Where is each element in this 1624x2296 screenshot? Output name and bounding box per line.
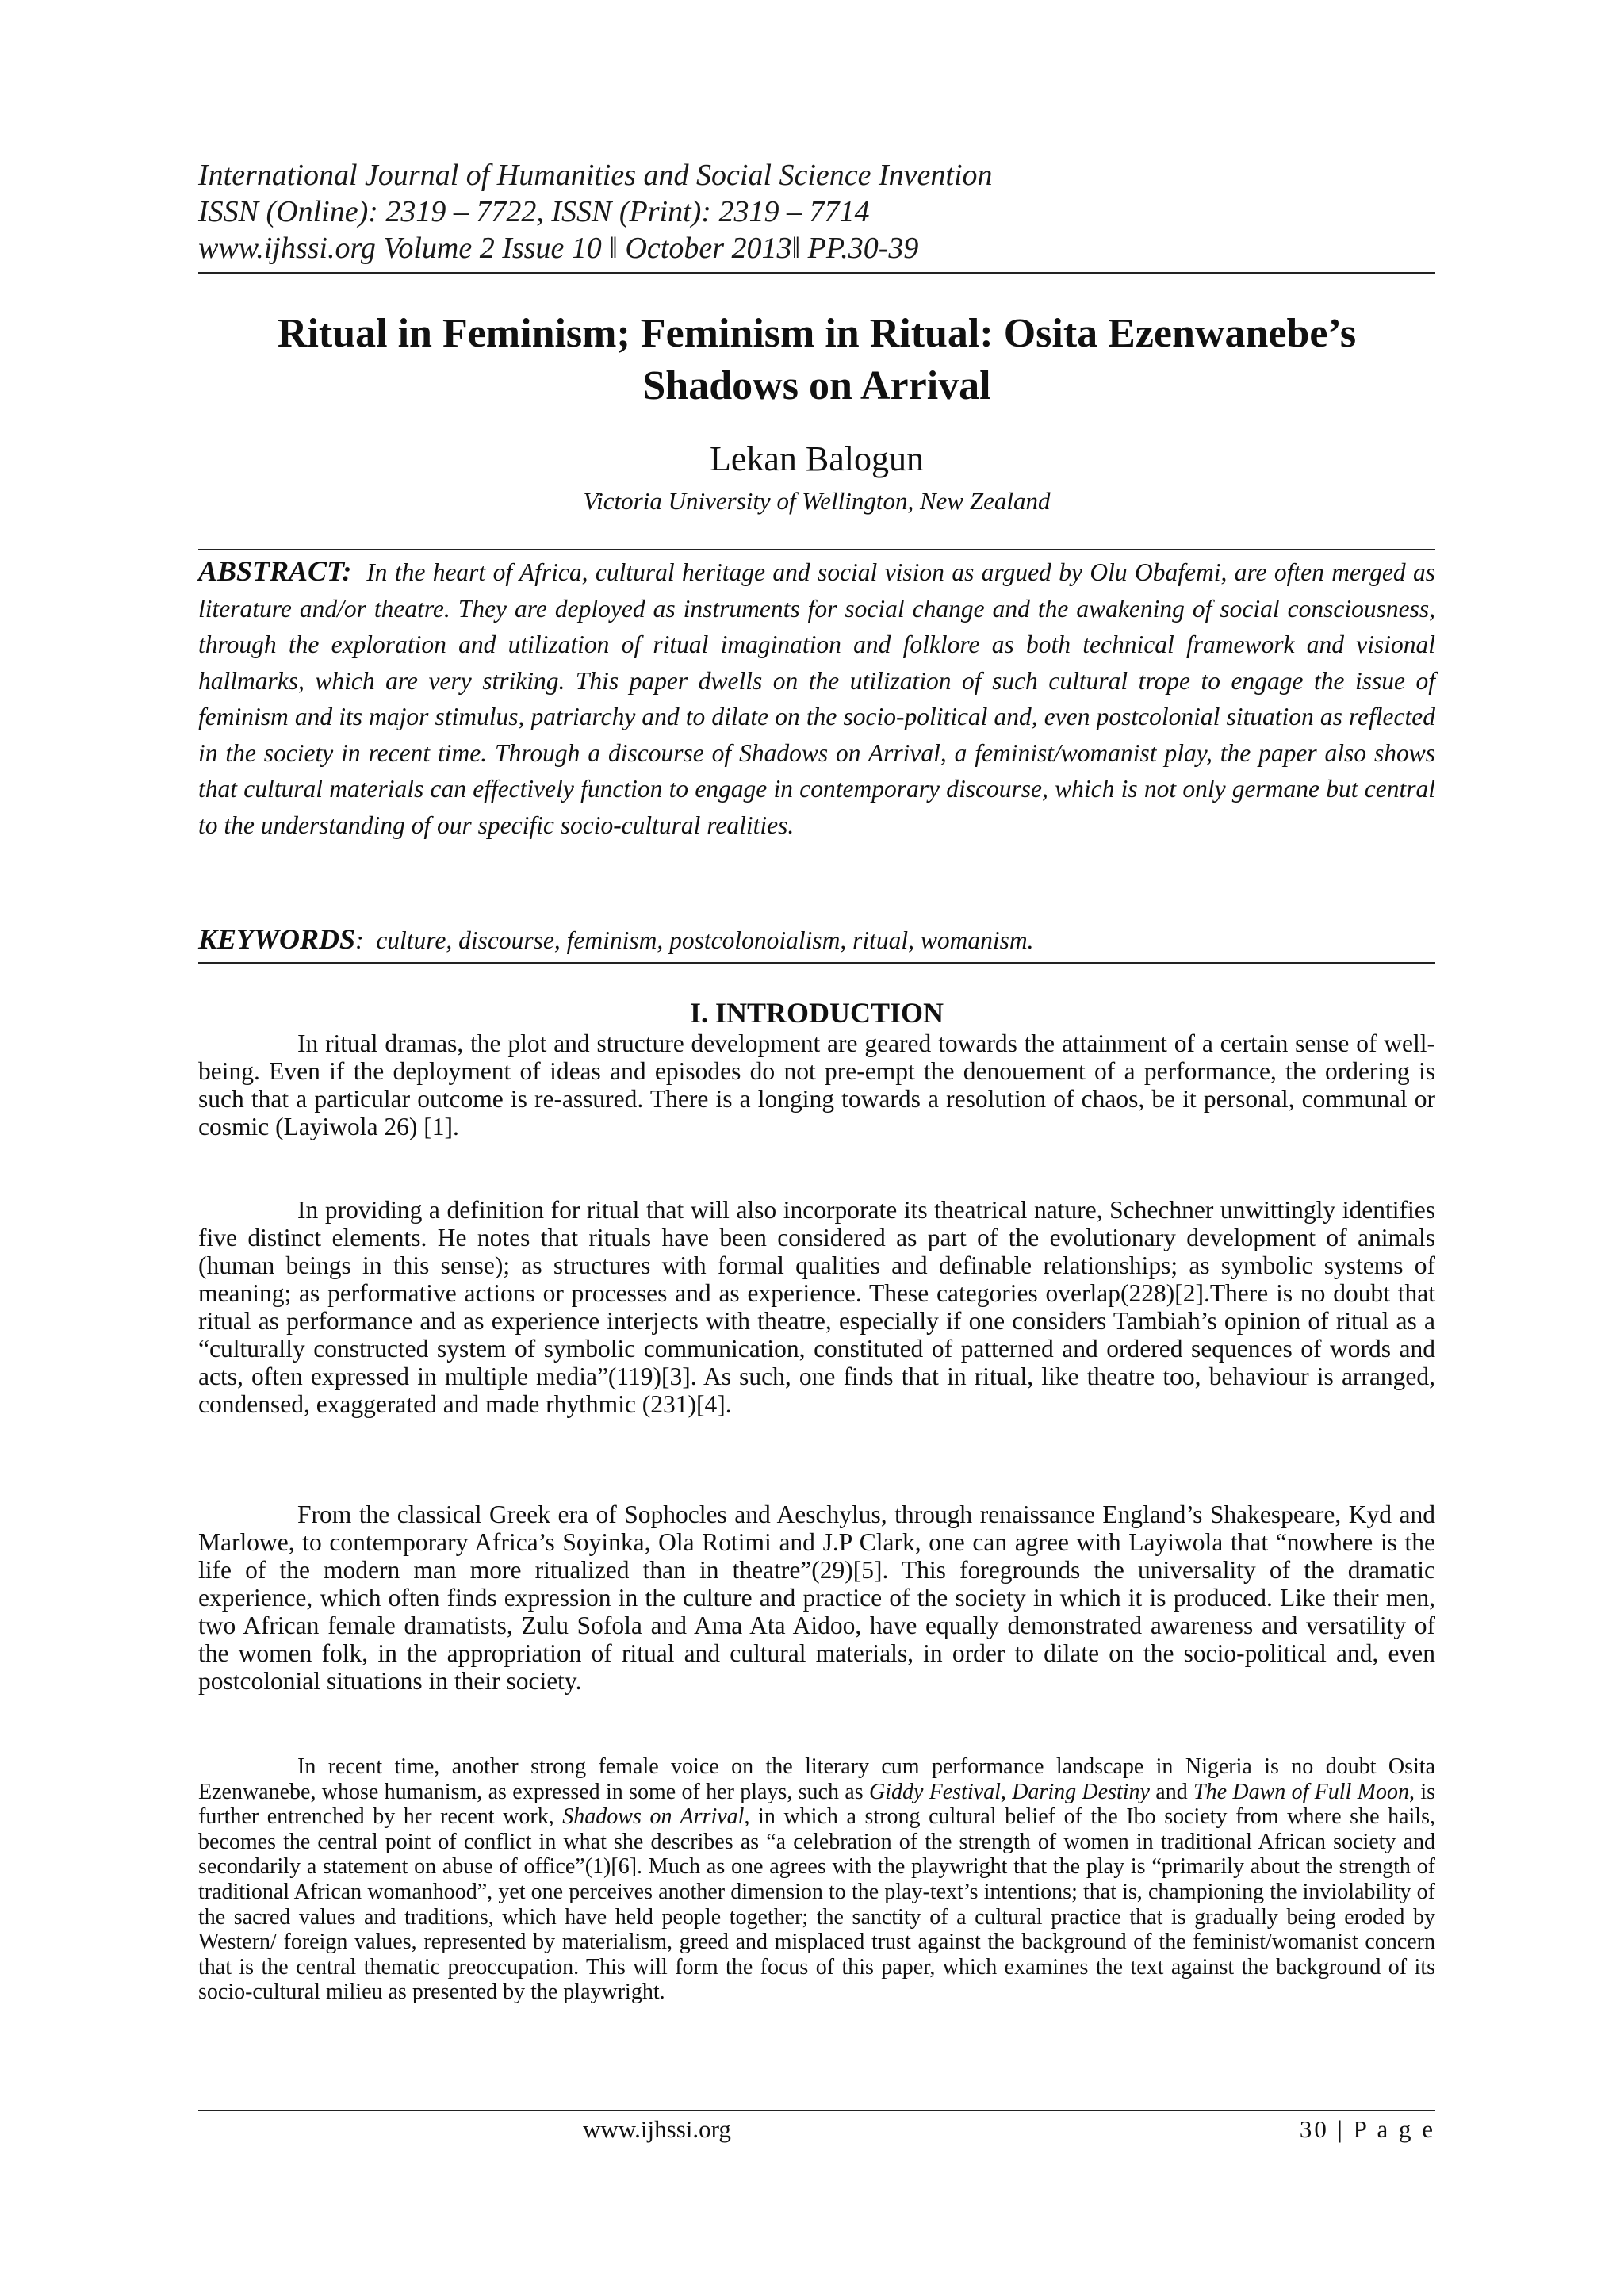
journal-name: International Journal of Humanities and Social Science Invention <box>198 159 993 192</box>
paragraph-4-text-d: , in which a strong cultural belief of the Ibo society from where she hails, becomes the central point of conflict in what she describes as “a celebration of the strength of women in traditional African society and secondarily a statement on abuse of office”(1)[6]. Much as one agrees with the playwright that the play is “primarily about the strength of traditional African womanhood”, yet one perceives another dimension to the play-text’s intentions; that is, championing the inviolability of the sacred values and traditions, which have held people together; the sanctity of a cultural practice that is gradually being eroded by Western/ foreign values, represented by materialism, greed and misplaced trust against the background of the feminist/womanist concern that is the central thematic preoccupation. This will form the focus of this paper, which examines the text against the background of its socio-cultural milieu as presented by the playwright. <box>198 1804 1435 2005</box>
author-name: Lekan Balogun <box>709 439 925 478</box>
work-title-dawn: The Dawn of Full Moon <box>1193 1779 1409 1804</box>
keywords-bottom-rule <box>198 962 1435 964</box>
paragraph-4-text-b: and <box>1149 1779 1194 1804</box>
abstract <box>198 554 1435 843</box>
journal-volume: www.ijhssi.org Volume 2 Issue 10 ǁ October 2013ǁ PP.30-39 <box>198 232 919 265</box>
header-rule <box>198 272 1435 274</box>
journal-header <box>198 157 1435 266</box>
paragraph-1: In ritual dramas, the plot and structure development are geared towards the attainment of a certain sense of well-being. Even if the deployment of ideas and episodes do not pre-empt the denouement of a performance, the ordering is such that a particular outcome is re-assured. There is a longing towards a resolution of chaos, be it personal, communal or cosmic (Layiwola 26) [1]. <box>198 1029 1435 1140</box>
footer-rule <box>198 2110 1435 2111</box>
work-title-giddy: Giddy Festival, Daring Destiny <box>868 1779 1150 1804</box>
paragraph-4 <box>198 1754 1435 2005</box>
paragraph-3: From the classical Greek era of Sophocles and Aeschylus, through renaissance England’s Shakespeare, Kyd and Marlowe, to contemporary Africa’s Soyinka, Ola Rotimi and J.P Clark, one can agree with Layiwola that “nowhere is the life of the modern man more ritualized than in theatre”(29)[5]. This foregrounds the universality of the dramatic experience, which often finds expression in the culture and practice of the society in which it is produced. Like their men, two African female dramatists, Zulu Sofola and Ama Ata Aidoo, have equally demonstrated awareness and versatility of the women folk, in the appropriation of ritual and cultural materials, in order to dilate on the socio-political and, even postcolonial situations in their society. <box>198 1501 1435 1695</box>
paragraph-2: In providing a definition for ritual that will also incorporate its theatrical nature, Schechner unwittingly identifies five distinct elements. He notes that rituals have been considered as part of the evolutionary development of animals (human beings in this sense); as structures with formal qualities and definable relationships; as symbolic systems of meaning; as performative actions or processes and as experience. These categories overlap(228)[2].There is no doubt that ritual as performance and as experience interjects with theatre, especially if one considers Tambiah’s opinion of ritual as a “culturally constructed system of symbolic communication, constituted of patterned and ordered sequences of words and acts, often expressed in multiple media”(119)[3]. As such, one finds that in ritual, like theatre too, behaviour is arranged, condensed, exaggerated and made rhythmic (231)[4]. <box>198 1196 1435 1418</box>
abstract-top-rule <box>198 549 1435 550</box>
author-affiliation: Victoria University of Wellington, New Zealand <box>583 487 1051 515</box>
keywords-text: culture, discourse, feminism, postcolonoialism, ritual, womanism. <box>376 926 1034 954</box>
page-number: 30 | P a g e <box>1299 2115 1435 2143</box>
abstract-text: In the heart of Africa, cultural heritage and social vision as argued by Olu Obafemi, are often merged as literature and/or theatre. They are deployed as instruments for social change and the awakening of social consciousness, through the exploration and utilization of ritual imagination and folklore as both technical framework and visional hallmarks, which are very striking. This paper dwells on the utilization of such cultural trope to engage the issue of feminism and its major stimulus, patriarchy and to dilate on the socio-political and, even postcolonial situation as reflected in the society in recent time. Through a discourse of Shadows on Arrival, a feminist/womanist play, the paper also shows that cultural materials can effectively function to engage in contemporary discourse, which is not only germane but central to the understanding of our specific socio-cultural realities. <box>198 558 1436 839</box>
title-line-1: Ritual in Feminism; Feminism in Ritual: Osita Ezenwanebe’s <box>277 311 1357 356</box>
abstract-label: ABSTRACT: <box>198 555 352 587</box>
work-title-shadows: Shadows on Arrival <box>562 1804 745 1830</box>
paragraph-4-text-a: In recent time, another strong female voice on the literary cum performance landscape in Nigeria is no doubt Osita Ezenwanebe, whose humanism, as expressed in some of her plays, such as <box>198 1754 1435 1804</box>
keywords-label: KEYWORDS <box>198 923 356 955</box>
keywords-colon: : <box>355 926 364 954</box>
footer-site: www.ijhssi.org <box>583 2115 731 2143</box>
paragraph-4-text-c: , is further entrenched by her recent work, <box>198 1779 1435 1830</box>
keywords <box>198 922 1435 958</box>
section-heading: I. INTRODUCTION <box>689 997 944 1029</box>
journal-issn: ISSN (Online): 2319 – 7722, ISSN (Print): 2319 – 7714 <box>198 195 870 228</box>
title-line-2: Shadows on Arrival <box>642 363 991 408</box>
paper-title <box>198 308 1435 412</box>
